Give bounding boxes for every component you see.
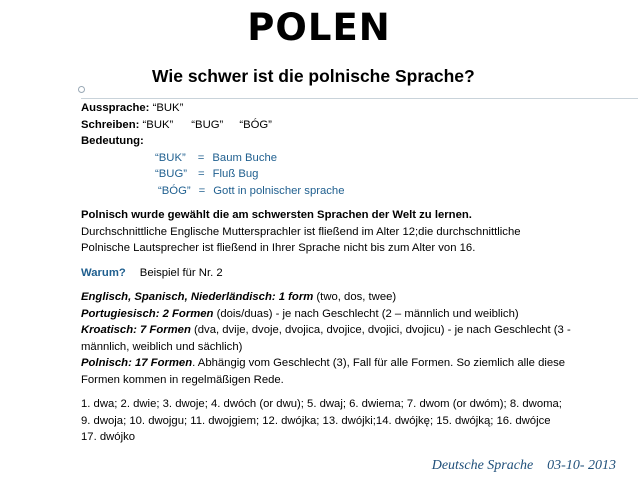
schreiben-value-3: “BÓG”	[239, 118, 272, 131]
bedeutung-sep: =	[198, 184, 206, 197]
list-line-3: 17. dwójko	[81, 431, 136, 443]
form-englisch-text: (two, dos, twee)	[313, 291, 397, 303]
list-line-2: 9. dwoja; 10. dwojgu; 11. dwojgiem; 12. dwójka; 13. dwójki;14. dwójkę; 15. dwójką; 16. dwójce	[81, 414, 551, 427]
bedeutung-row	[81, 166, 629, 183]
slide-subtitle: Wie schwer ist die polnische Sprache?	[152, 66, 475, 86]
aussprache-line	[81, 100, 629, 117]
aussprache-value: “BUK”	[149, 102, 184, 114]
form-kroat-label: Kroatisch: 7 Formen	[81, 324, 191, 336]
schreiben-value-1: “BUK”	[139, 118, 174, 131]
footer-label: Deutsche Sprache	[431, 458, 534, 473]
form-poln	[81, 355, 629, 372]
form-portug-label: Portugiesisch: 2 Formen	[81, 307, 214, 320]
form-kroat-text: (dva, dvije, dvoje, dvojica, dvojice, dvojici, dvojicu) - je nach Geschlecht (3 -	[190, 324, 571, 336]
bullet-circle-icon	[78, 86, 85, 93]
warum-label: Warum?	[81, 266, 126, 279]
form-portug	[81, 306, 629, 323]
schreiben-label: Schreiben:	[81, 118, 140, 131]
form-poln-text: . Abhängig vom Geschlecht (3), Fall für alle Formen. So ziemlich alle diese	[192, 357, 566, 369]
warum-line	[81, 265, 629, 282]
form-poln-label: Polnisch: 17 Formen	[81, 357, 193, 369]
bedeutung-row	[81, 150, 629, 167]
divider-line	[81, 98, 638, 99]
bedeutung-sep: =	[197, 151, 205, 164]
bedeutung-meaning: Fluß Bug	[212, 168, 259, 180]
schreiben-line	[81, 117, 629, 134]
bedeutung-word: “BUG”	[155, 168, 188, 180]
bedeutung-meaning: Baum Buche	[212, 151, 278, 164]
polnisch-heading: Polnisch wurde gewählt die am schwersten Sprachen der Welt zu lernen.	[81, 209, 472, 221]
form-portug-text: (dois/duas) - je nach Geschlecht (2 – männlich und weiblich)	[213, 307, 519, 320]
bedeutung-row	[81, 183, 629, 200]
slide-body	[81, 100, 629, 446]
warum-text: Beispiel für Nr. 2	[139, 266, 223, 279]
bedeutung-label: Bedeutung:	[81, 135, 144, 147]
slide-footer	[432, 458, 616, 474]
schreiben-value-2: “BUG”	[191, 118, 224, 131]
bedeutung-meaning: Gott in polnischer sprache	[213, 184, 345, 197]
list-line-1: 1. dwa; 2. dwie; 3. dwoje; 4. dwóch (or dwu); 5. dwaj; 6. dwiema; 7. dwom (or dwóm); 8. dwoma;	[81, 398, 562, 410]
bedeutung-word: “BUK”	[155, 151, 186, 164]
form-poln-cont: Formen kommen in regelmäßigen Rede.	[81, 373, 284, 386]
polnisch-line-2: Polnische Lautsprecher ist fließend in Ihrer Sprache nicht bis zum Alter von 16.	[81, 242, 476, 254]
bedeutung-word: “BÓG”	[158, 184, 191, 197]
form-englisch	[81, 289, 629, 306]
form-kroat-cont: männlich, weiblich und sächlich)	[81, 340, 243, 353]
aussprache-label: Aussprache:	[81, 102, 150, 114]
form-englisch-label: Englisch, Spanisch, Niederländisch: 1 form	[81, 291, 314, 303]
polnisch-line-1: Durchschnittliche Englische Muttersprachler ist fließend im Alter 12;die durchschnittliche	[81, 225, 521, 238]
slide-title: POLEN	[247, 6, 391, 49]
form-kroat	[81, 322, 629, 339]
footer-date: 03-10- 2013	[547, 458, 616, 473]
bedeutung-sep: =	[198, 168, 205, 180]
